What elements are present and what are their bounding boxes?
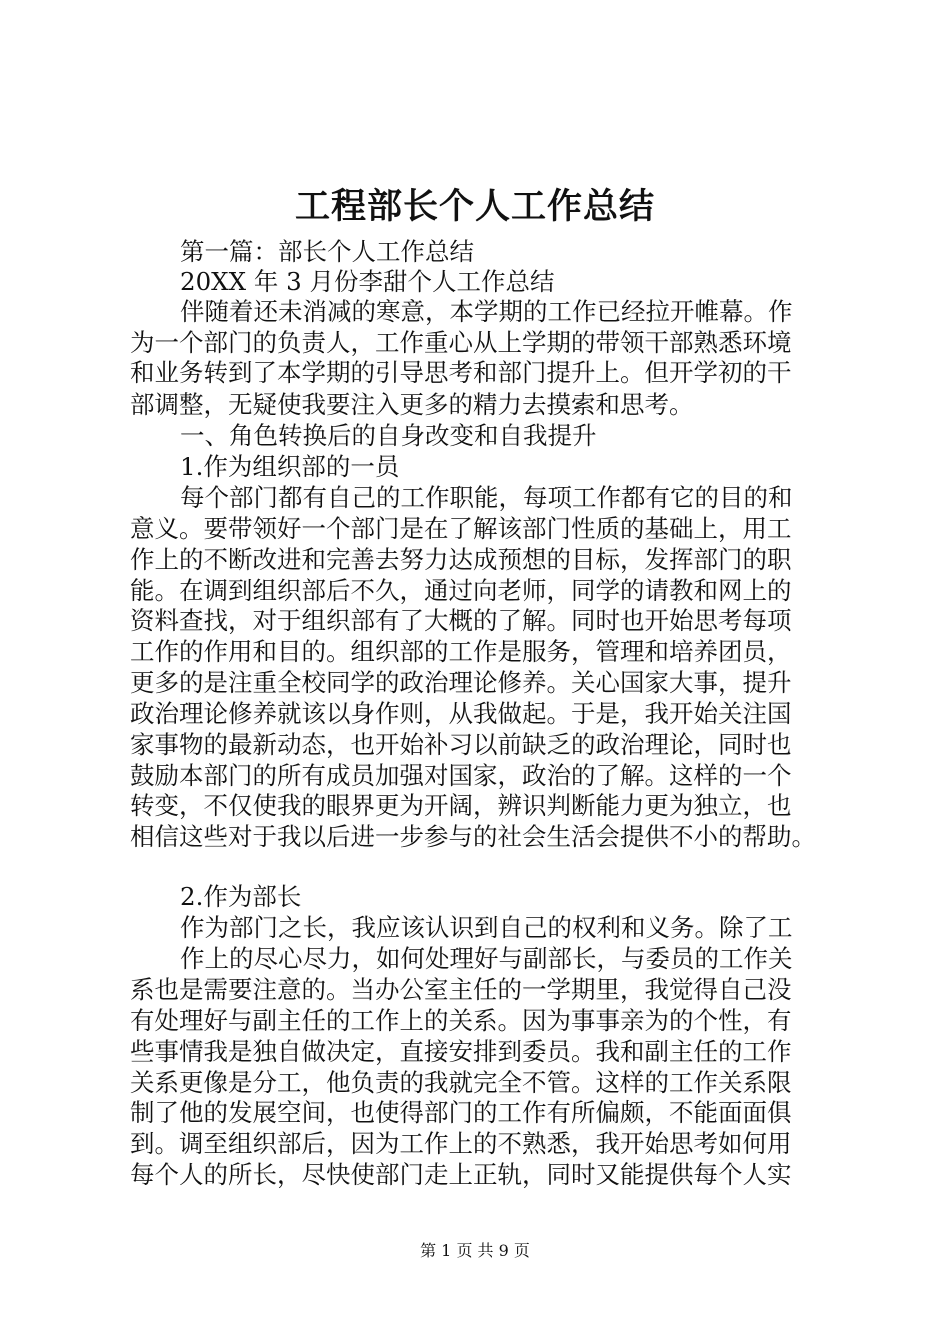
text-line: 意义。要带领好一个部门是在了解该部门性质的基础上，用工 <box>130 514 792 543</box>
text-line: 系也是需要注意的。当办公室主任的一学期里，我觉得自己没 <box>130 975 792 1004</box>
text-line: 制了他的发展空间，也使得部门的工作有所偏颇，不能面面俱 <box>130 1098 792 1127</box>
text-line: 伴随着还未消减的寒意，本学期的工作已经拉开帷幕。作 <box>180 297 793 326</box>
text-line: 为一个部门的负责人，工作重心从上学期的带领干部熟悉环境 <box>130 328 792 357</box>
text-line: 部调整，无疑使我要注入更多的精力去摸索和思考。 <box>130 390 694 419</box>
text-line: 每个部门都有自己的工作职能，每项工作都有它的目的和 <box>180 483 793 512</box>
text-line: 一、角色转换后的自身改变和自我提升 <box>180 421 597 450</box>
text-line: 1.作为组织部的一员 <box>180 452 400 481</box>
page-footer: 第 1 页 共 9 页 <box>420 1241 530 1260</box>
text-line: 资料查找，对于组织部有了大概的了解。同时也开始思考每项 <box>130 606 792 635</box>
text-line: 作为部门之长，我应该认识到自己的权利和义务。除了工 <box>180 913 793 942</box>
text-line: 和业务转到了本学期的引导思考和部门提升上。但开学初的干 <box>130 358 792 387</box>
text-line: 能。在调到组织部后不久，通过向老师，同学的请教和网上的 <box>130 576 792 605</box>
text-line: 作上的尽心尽力，如何处理好与副部长，与委员的工作关 <box>180 944 793 973</box>
text-line: 转变，不仅使我的眼界更为开阔，辨识判断能力更为独立，也 <box>130 791 792 820</box>
text-line: 相信这些对于我以后进一步参与的社会生活会提供不小的帮助。 <box>130 822 816 851</box>
text-line: 更多的是注重全校同学的政治理论修养。关心国家大事，提升 <box>130 668 792 697</box>
document-title: 工程部长个人工作总结 <box>294 186 655 227</box>
text-line: 作上的不断改进和完善去努力达成预想的目标，发挥部门的职 <box>130 545 792 574</box>
text-line: 些事情我是独自做决定，直接安排到委员。我和副主任的工作 <box>130 1037 792 1066</box>
text-line: 政治理论修养就该以身作则，从我做起。于是，我开始关注国 <box>130 699 792 728</box>
text-line: 关系更像是分工，他负责的我就完全不管。这样的工作关系限 <box>130 1068 792 1097</box>
text-line: 到。调至组织部后，因为工作上的不熟悉，我开始思考如何用 <box>130 1129 792 1158</box>
text-line: 每个人的所长，尽快使部门走上正轨，同时又能提供每个人实 <box>130 1160 792 1189</box>
text-line: 20XX 年 3 月份李甜个人工作总结 <box>180 267 555 296</box>
text-line: 工作的作用和目的。组织部的工作是服务，管理和培养团员， <box>130 637 792 666</box>
text-line: 鼓励本部门的所有成员加强对国家，政治的了解。这样的一个 <box>130 761 792 790</box>
text-line: 家事物的最新动态，也开始补习以前缺乏的政治理论，同时也 <box>130 730 792 759</box>
text-line: 第一篇：部长个人工作总结 <box>180 237 474 266</box>
text-line: 有处理好与副主任的工作上的关系。因为事事亲为的个性，有 <box>130 1006 792 1035</box>
text-line: 2.作为部长 <box>180 882 302 911</box>
